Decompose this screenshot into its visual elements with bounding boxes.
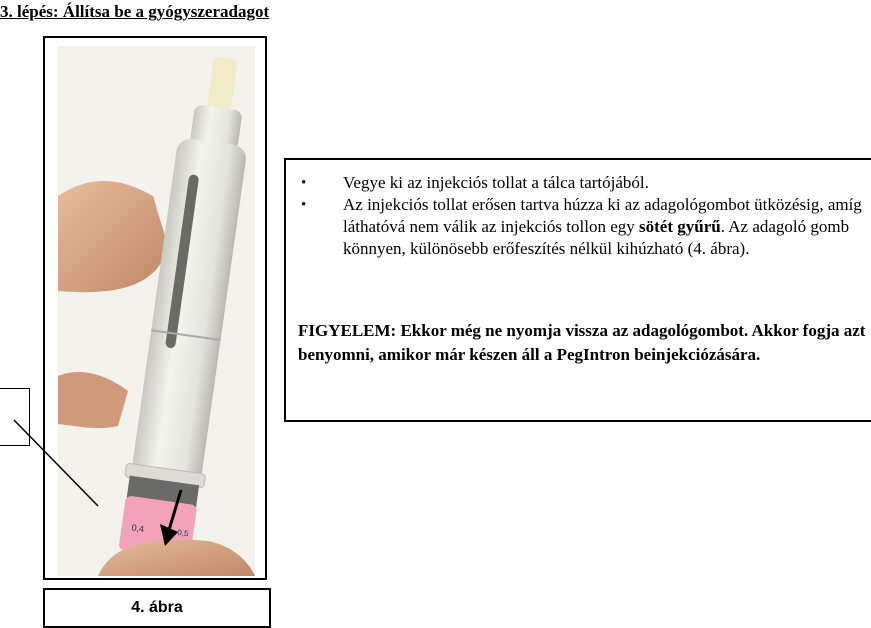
instruction-text: . Az adagoló gomb könnyen, különösebb erőfeszítés nélkül kihúzható (4. ábra). <box>343 217 850 258</box>
warning-text: FIGYELEM: Ekkor még ne nyomja vissza az adagológombot. Akkor fogja azt benyomni, amikor már készen áll a PegIntron beinjekciózására. <box>298 321 866 364</box>
instruction-list <box>298 172 871 260</box>
instruction-emphasis: sötét gyűrű <box>639 217 721 236</box>
bullet-icon: • <box>301 175 307 191</box>
injection-pen-photo <box>58 46 255 576</box>
instruction-text: Vegye ki az injekciós tollat a tálca tartójából. <box>343 173 649 192</box>
callout-label-box <box>0 388 30 446</box>
instruction-item <box>298 194 871 260</box>
dial-label-2: 0,5 <box>176 527 190 539</box>
instruction-item <box>298 172 871 194</box>
step-title: 3. lépés: Állítsa be a gyógyszeradagot <box>0 2 270 21</box>
bullet-icon: • <box>301 197 307 213</box>
figure-caption: 4. ábra <box>43 588 271 628</box>
figure-frame <box>43 36 267 580</box>
instruction-text: Az injekciós tollat erősen tartva húzza ki az adagológombot ütközésig, amíg láthatóvá nem válik az injekciós tollon egy <box>343 195 862 236</box>
dial-label-1: 0,4 <box>130 522 145 535</box>
instruction-box <box>284 158 871 422</box>
